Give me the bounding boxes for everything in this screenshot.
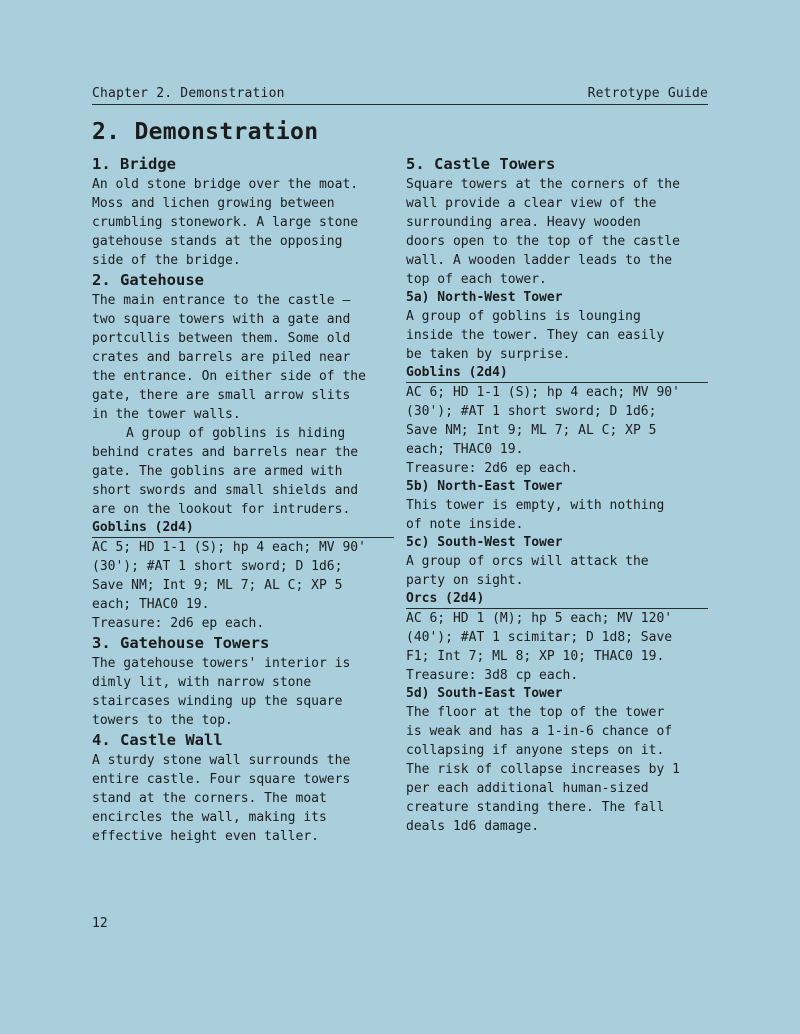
- section-heading-gatehouse: 2. Gatehouse: [92, 271, 204, 289]
- section-text-gatehouse: The main entrance to the castle — two square towers with a gate and portcullis between them. Some old crates and barrels are piled near the entrance. On either side of the gate, there are small arrow slits in the tower walls.: [92, 293, 366, 422]
- section-heading-castle-wall: 4. Castle Wall: [92, 731, 223, 749]
- subsection-heading-se-tower: 5d) South-East Tower: [406, 686, 563, 701]
- stat-block-heading-orcs: Orcs (2d4): [406, 590, 708, 609]
- guide-label: Retrotype Guide: [587, 86, 708, 101]
- running-header: [92, 86, 708, 105]
- section-text-gatehouse-goblins: A group of goblins is hiding behind crates and barrels near the gate. The goblins are armed with short swords and small shields and are on the lookout for intruders.: [92, 426, 359, 517]
- subsection-text-sw-tower: A group of orcs will attack the party on sight.: [406, 554, 649, 588]
- subsection-text-se-tower: The floor at the top of the tower is weak and has a 1-in-6 chance of collapsing if anyone steps on it. The risk of collapse increases by 1 per each additional human-sized creature standing there. The fall deals 1d6 damage.: [406, 705, 680, 834]
- section-text-castle-towers: Square towers at the corners of the wall provide a clear view of the surrounding area. Heavy wooden doors open to the top of the castle wall. A wooden ladder leads to the top of each tower.: [406, 177, 680, 287]
- page-title: 2. Demonstration: [92, 119, 319, 145]
- stat-block-heading-goblins: Goblins (2d4): [92, 519, 394, 538]
- chapter-label: Chapter 2. Demonstration: [92, 86, 285, 101]
- stat-block-heading-nw-goblins: Goblins (2d4): [406, 364, 708, 383]
- section-text-bridge: An old stone bridge over the moat. Moss and lichen growing between crumbling stonework. A large stone gatehouse stands at the opposing side of the bridge.: [92, 177, 359, 268]
- left-column: [92, 154, 394, 846]
- section-heading-castle-towers: 5. Castle Towers: [406, 155, 556, 173]
- section-text-castle-wall: A sturdy stone wall surrounds the entire castle. Four square towers stand at the corners. The moat encircles the wall, making its effective height even taller.: [92, 753, 351, 844]
- stat-block-goblins: AC 5; HD 1-1 (S); hp 4 each; MV 90' (30'); #AT 1 short sword; D 1d6; Save NM; Int 9; ML 7; AL C; XP 5 each; THAC0 19. Treasure: 2d6 ep each.: [92, 540, 366, 631]
- right-column: [406, 154, 708, 836]
- page-number: 12: [92, 916, 108, 931]
- stat-block-nw-goblins: AC 6; HD 1-1 (S); hp 4 each; MV 90' (30'); #AT 1 short sword; D 1d6; Save NM; Int 9; ML 7; AL C; XP 5 each; THAC0 19. Treasure: 2d6 ep each.: [406, 385, 680, 476]
- section-heading-gatehouse-towers: 3. Gatehouse Towers: [92, 634, 270, 652]
- subsection-text-ne-tower: This tower is empty, with nothing of note inside.: [406, 498, 665, 532]
- section-heading-bridge: 1. Bridge: [92, 155, 176, 173]
- subsection-text-nw-tower: A group of goblins is lounging inside the tower. They can easily be taken by surprise.: [406, 309, 665, 362]
- section-text-gatehouse-towers: The gatehouse towers' interior is dimly lit, with narrow stone staircases winding up the square towers to the top.: [92, 656, 351, 728]
- subsection-heading-nw-tower: 5a) North-West Tower: [406, 290, 563, 305]
- stat-block-orcs: AC 6; HD 1 (M); hp 5 each; MV 120' (40'); #AT 1 scimitar; D 1d8; Save F1; Int 7; ML 8; XP 10; THAC0 19. Treasure: 3d8 cp each.: [406, 611, 673, 683]
- subsection-heading-ne-tower: 5b) North-East Tower: [406, 479, 563, 494]
- subsection-heading-sw-tower: 5c) South-West Tower: [406, 535, 563, 550]
